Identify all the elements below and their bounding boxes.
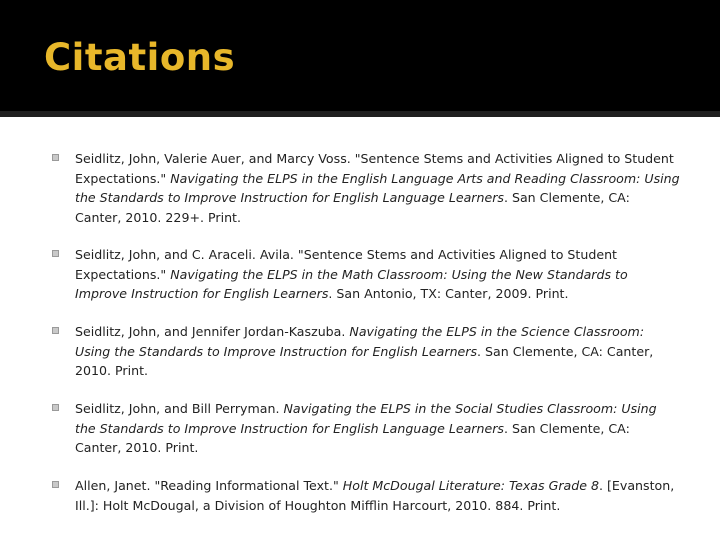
citation-book-title: Holt McDougal Literature: Texas Grade 8 bbox=[342, 478, 599, 493]
citation-publication: . [Evanston, Ill.]: Holt McDougal, a Division of Houghton Mifflin Harcourt, 2010. 884. Print. bbox=[75, 478, 675, 513]
slide-title: Citations bbox=[44, 36, 236, 79]
square-bullet-icon bbox=[52, 154, 59, 161]
citation-text bbox=[75, 322, 680, 381]
square-bullet-icon bbox=[52, 404, 59, 411]
citation-book-title: Navigating the ELPS in the Math Classroom: Using the New Standards to Improve Instruction for English Learners bbox=[75, 266, 628, 301]
citation-authors-title: Seidlitz, John, and C. Araceli. Avila. "Sentence Stems and Activities Aligned to Student Expectations." bbox=[75, 247, 617, 282]
citation-publication: . San Clemente, CA: Canter, 2010. Print. bbox=[75, 420, 630, 455]
citation-authors-title: Allen, Janet. "Reading Informational Text." bbox=[75, 478, 343, 493]
citation-book-title: Navigating the ELPS in the English Language Arts and Reading Classroom: Using the Standards to Improve Instruction for English Language Learners bbox=[75, 170, 680, 205]
citation-text bbox=[75, 149, 680, 227]
citation-authors-title: Seidlitz, John, and Bill Perryman. bbox=[75, 401, 284, 416]
square-bullet-icon bbox=[52, 481, 59, 488]
citation-authors-title: Seidlitz, John, Valerie Auer, and Marcy Voss. "Sentence Stems and Activities Aligned to Student Expectations." bbox=[75, 151, 674, 186]
title-bar bbox=[0, 0, 720, 111]
citation-authors-title: Seidlitz, John, and Jennifer Jordan-Kaszuba. bbox=[75, 324, 350, 339]
citation-publication: . San Clemente, CA: Canter, 2010. Print. bbox=[75, 343, 654, 378]
square-bullet-icon bbox=[52, 250, 59, 257]
citation-book-title: Navigating the ELPS in the Social Studies Classroom: Using the Standards to Improve Instruction for English Language Learners bbox=[75, 401, 657, 436]
citation-text bbox=[75, 245, 680, 304]
citation-text bbox=[75, 476, 680, 515]
square-bullet-icon bbox=[52, 327, 59, 334]
citation-publication: . San Clemente, CA: Canter, 2010. 229+. Print. bbox=[75, 190, 630, 225]
title-divider bbox=[0, 111, 720, 117]
citation-publication: . San Antonio, TX: Canter, 2009. Print. bbox=[328, 286, 569, 301]
citation-book-title: Navigating the ELPS in the Science Classroom: Using the Standards to Improve Instruction for English Learners bbox=[75, 324, 645, 359]
citation-text bbox=[75, 399, 680, 458]
